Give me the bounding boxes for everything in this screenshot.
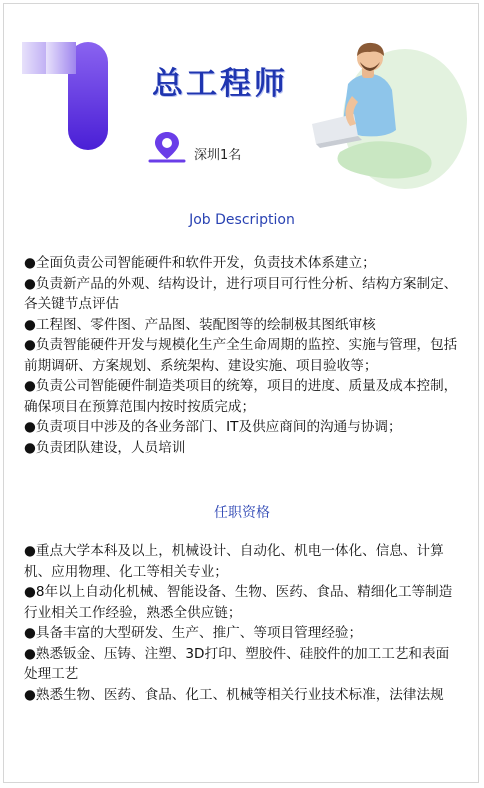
location-pin-icon [147, 130, 187, 164]
number-one-graphic [20, 38, 110, 150]
location-text: 深圳1名 [194, 148, 242, 163]
qualifications-heading: 任职资格 [214, 505, 270, 521]
person-laptop-illustration [300, 34, 470, 194]
qualifications-list [24, 541, 460, 705]
list-item: ●负责公司智能硬件制造类项目的统筹，项目的进度、质量及成本控制，确保项目在预算范围内按时按质完成； [24, 378, 458, 415]
list-item: ●全面负责公司智能硬件和软件开发，负责技术体系建立； [24, 255, 376, 271]
job-description-list [24, 253, 460, 458]
list-item: ●负责项目中涉及的各业务部门、IT及供应商间的沟通与协调； [24, 419, 402, 435]
list-item: ●工程图、零件图、产品图、装配图等的绘制极其图纸审核 [24, 316, 376, 333]
list-item: ●熟悉生物、医药、食品、化工、机械等相关行业技术标准，法律法规 [24, 686, 444, 703]
job-description-heading: Job Description [189, 212, 295, 228]
list-item: ●负责智能硬件开发与规模化生产全生命周期的监控、实施与管理，包括前期调研、方案规划、系统架构、建设实施、项目验收等； [24, 337, 458, 374]
list-item: ●负责新产品的外观、结构设计，进行项目可行性分析、结构方案制定、各关键节点评估 [24, 275, 458, 312]
list-item: ●熟悉钣金、压铸、注塑、3D打印、塑胶件、硅胶件的加工工艺和表面处理工艺 [24, 645, 450, 682]
list-item: ●负责团队建设，人员培训 [24, 439, 186, 456]
list-item: ●具备丰富的大型研发、生产、推广、等项目管理经验； [24, 625, 363, 641]
list-item: ●8年以上自动化机械、智能设备、生物、医药、食品、精细化工等制造行业相关工作经验，熟悉全供应链； [24, 584, 453, 621]
list-item: ●重点大学本科及以上，机械设计、自动化、机电一体化、信息、计算机、应用物理、化工等相关专业； [24, 543, 444, 580]
job-title: 总工程师 [152, 66, 288, 102]
